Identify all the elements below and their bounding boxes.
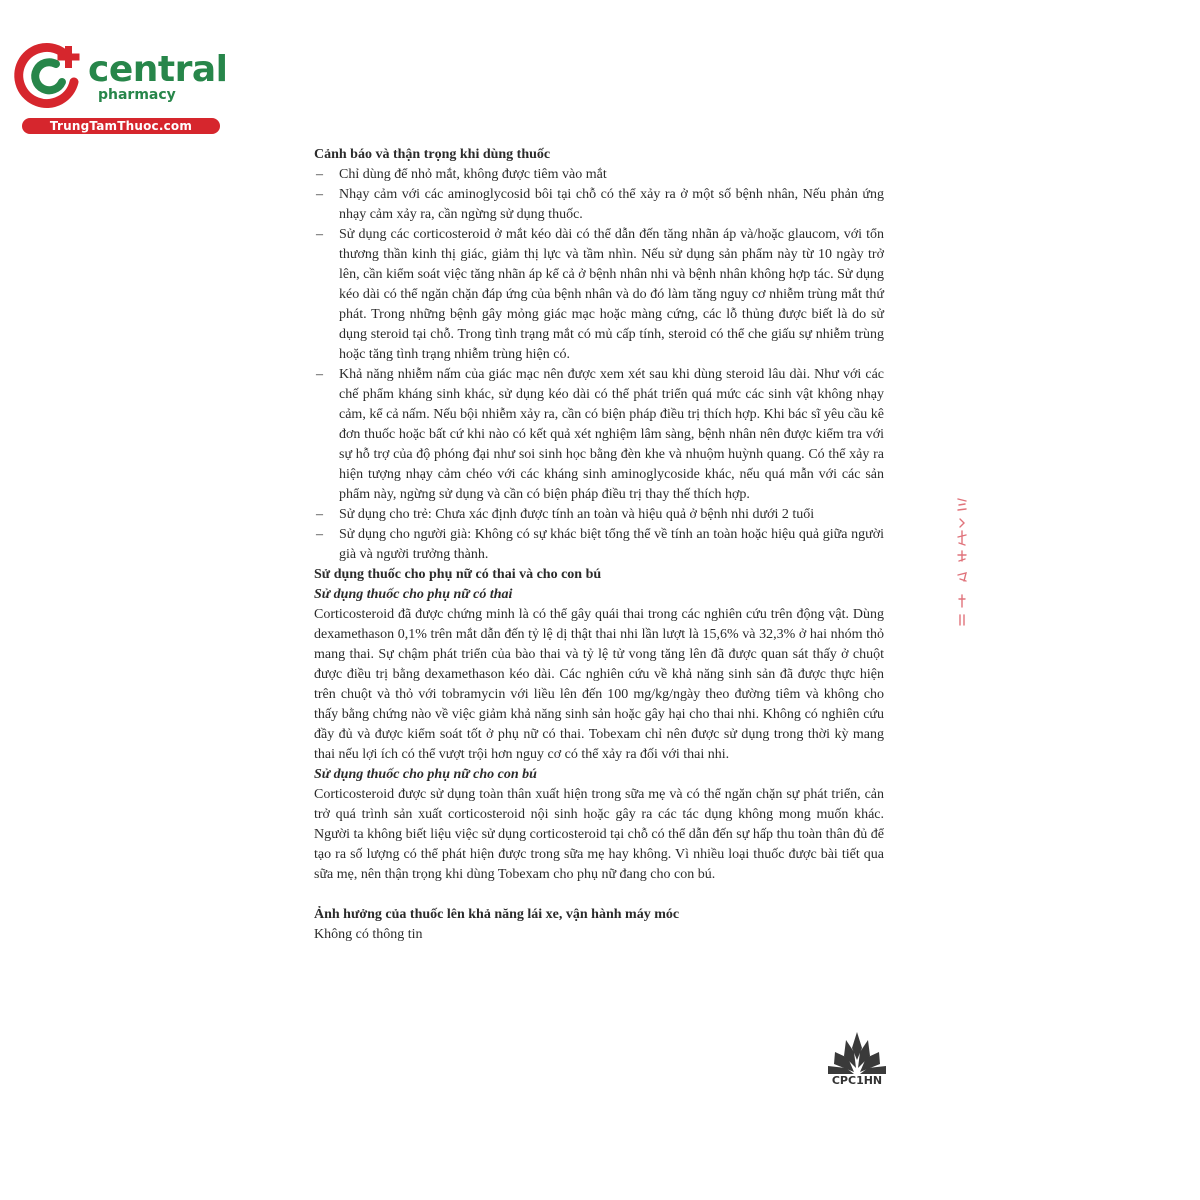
brand-name: central (88, 49, 228, 90)
warnings-heading: Cảnh báo và thận trọng khi dùng thuốc (314, 147, 551, 162)
warning-item: – Chỉ dùng để nhỏ mắt, không được tiêm vào mắt (314, 165, 884, 185)
warning-item: – Sử dụng cho trẻ: Chưa xác định được tính an toàn và hiệu quả ở bệnh nhi dưới 2 tuổi (314, 505, 884, 525)
driving-text: Không có thông tin (314, 927, 423, 942)
nursing-subheading: Sử dụng thuốc cho phụ nữ cho con bú (314, 767, 537, 782)
pregnant-paragraph: Corticosteroid đã được chứng minh là có thể gây quái thai trong các nghiên cứu trên động vật. Dùng dexamethason 0,1% trên mắt dẫn đến tỷ lệ dị thật thai nhi lần lượt là 15,6% và 32,3% ở hai nhóm thỏ mang thai. Sự chậm phát triển của bào thai và tỷ lệ tử vong tăng lên đã được quan sát thấy ở chuột được điều trị bằng dexamethason kéo dài. Các nghiên cứu về khả năng sinh sản đã được thực hiện trên chuột và thỏ với tobramycin với liều lên đến 100 mg/kg/ngày theo đường tiêm và không cho thấy bằng chứng nào về việc giảm khả năng sinh sản hoặc gây hại cho thai nhi. Không có nghiên cứu đầy đủ và được kiểm soát tốt ở phụ nữ có thai. Tobexam chỉ nên được sử dụng trong thời kỳ mang thai nếu lợi ích có thể vượt trội hơn nguy cơ có thể xảy ra đối với thai nhi. (314, 607, 884, 762)
pharmacy-cross-icon (10, 38, 90, 110)
brand-site-link[interactable]: TrungTamThuoc.com (22, 118, 220, 134)
warning-item: – Sử dụng cho người già: Không có sự khác biệt tổng thể về tính an toàn hoặc hiệu quả giữa người già và người trưởng thành. (314, 525, 884, 565)
warning-item: – Nhạy cảm với các aminoglycosid bôi tại chỗ có thể xảy ra ở một số bệnh nhân, Nếu phản ứng nhạy cảm xảy ra, cần ngừng sử dụng thuốc. (314, 185, 884, 225)
leaflet-page (314, 145, 884, 945)
driving-heading: Ảnh hưởng của thuốc lên khả năng lái xe, vận hành máy móc (314, 907, 680, 922)
handwritten-stamp-mark (950, 495, 974, 635)
pregnant-subheading: Sử dụng thuốc cho phụ nữ có thai (314, 587, 513, 602)
brand-subtitle: pharmacy (98, 87, 176, 103)
cpc1hn-text: CPC1HN (831, 1074, 883, 1087)
brand-logo[interactable] (10, 38, 228, 138)
pregnancy-heading: Sử dụng thuốc cho phụ nữ có thai và cho con bú (314, 567, 602, 582)
cpc1hn-logo (826, 1030, 888, 1092)
section-gap (314, 885, 884, 905)
warnings-list (314, 165, 884, 565)
nursing-paragraph: Corticosteroid được sử dụng toàn thân xuất hiện trong sữa mẹ và có thể ngăn chặn sự phát triển, cản trở quá trình sản xuất corticosteroid nội sinh hoặc gây ra các tác dụng không mong muốn khác. Người ta không biết liệu việc sử dụng corticosteroid tại chỗ có thể dẫn đến sự hấp thu toàn thân đủ để tạo ra số lượng có thể phát hiện được trong sữa mẹ hay không. Vì nhiều loại thuốc được bài tiết qua sữa mẹ, nên thận trọng khi dùng Tobexam cho phụ nữ đang cho con bú. (314, 787, 884, 882)
lotus-icon (826, 1030, 888, 1076)
warning-item: – Sử dụng các corticosteroid ở mắt kéo dài có thể dẫn đến tăng nhãn áp và/hoặc glaucom, với tổn thương thần kinh thị giác, giảm thị lực và tầm nhìn. Nếu sử dụng sản phẩm này từ 10 ngày trở lên, cần kiểm soát việc tăng nhãn áp kể cả ở bệnh nhân nhi và bệnh nhân không hợp tác. Sử dụng kéo dài có thể ngăn chặn đáp ứng của bệnh nhân và do đó làm tăng nguy cơ nhiễm trùng mắt thứ phát. Trong những bệnh gây mỏng giác mạc hoặc màng cứng, các lỗ thủng được biết là do sử dụng steroid tại chỗ. Trong tình trạng mắt có mủ cấp tính, steroid có thể che giấu sự nhiễm trùng hoặc tăng tình trạng nhiễm trùng hiện có. (314, 225, 884, 365)
warning-item: – Khả năng nhiễm nấm của giác mạc nên được xem xét sau khi dùng steroid lâu dài. Như với các chế phẩm kháng sinh khác, sử dụng kéo dài có thể phát triển quá mức các sinh vật không nhạy cảm, kể cả nấm. Nếu bội nhiễm xảy ra, cần có biện pháp điều trị thích hợp. Khi bác sĩ yêu cầu kê đơn thuốc hoặc bất cứ khi nào có kết quả xét nghiệm lâm sàng, bệnh nhân nên được kiểm tra với sự hỗ trợ của độ phóng đại như soi sinh học bằng đèn khe và nhuộm huỳnh quang. Có thể xảy ra hiện tượng nhạy cảm chéo với các kháng sinh aminoglycoside khác, nếu quá mẫn với các sản phẩm này, ngừng sử dụng và cần có biện pháp điều trị thay thế thích hợp. (314, 365, 884, 505)
